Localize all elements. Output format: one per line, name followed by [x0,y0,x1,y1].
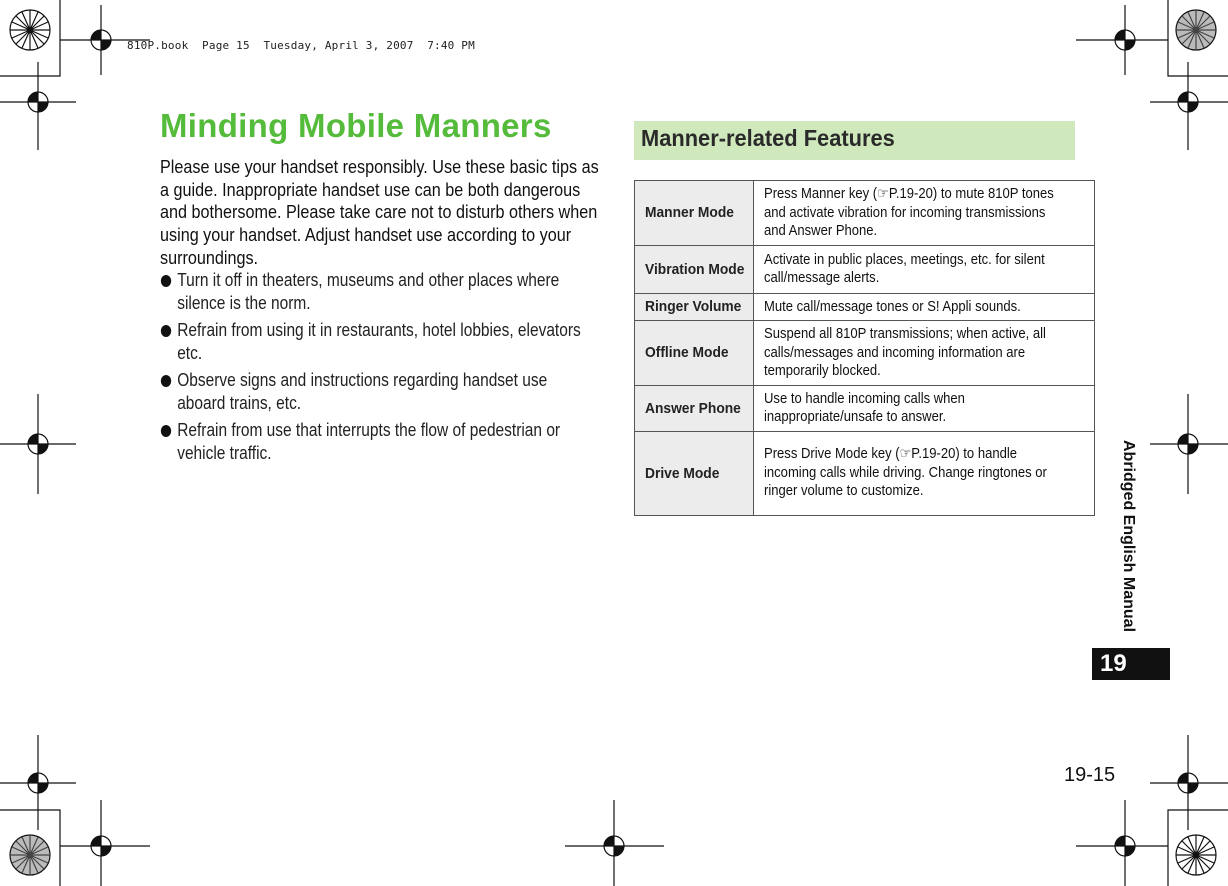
feature-name: Vibration Mode [635,245,754,293]
list-item-text: Refrain from using it in restaurants, hotel lobbies, elevators etc. [177,320,581,363]
features-table [634,180,1095,516]
section-title: Manner-related Features [641,125,895,151]
feature-description: Use to handle incoming calls when inappropriate/unsafe to answer. [754,385,1095,431]
bullet-icon [161,375,171,387]
feature-description: Activate in public places, meetings, etc. for silent call/message alerts. [754,245,1095,293]
print-header: 810P.book Page 15 Tuesday, April 3, 2007 7:40 PM [127,39,475,52]
list-item-text: Observe signs and instructions regarding handset use aboard trains, etc. [177,370,548,413]
rosette-mark-bottom-right [1176,835,1216,875]
feature-name: Offline Mode [635,321,754,386]
intro-paragraph: Please use your handset responsibly. Use these basic tips as a guide. Inappropriate handset use can be both dangerous and bothersome. Please take care not to disturb others when using your handset. Adjust handset use according to your surroundings. [160,156,599,268]
page-title: Minding Mobile Manners [160,107,552,144]
chapter-number-tab: 19 [1092,648,1170,680]
bullet-icon [161,275,171,287]
tips-list [160,269,590,469]
feature-description: Press Drive Mode key (☞P.19-20) to handle incoming calls while driving. Change ringtones or ringer volume to customize. [754,431,1095,515]
table-row [635,293,1095,321]
table-row [635,431,1095,515]
rosette-mark-top-right [1176,10,1216,50]
table-row [635,385,1095,431]
list-item [160,319,590,365]
feature-name: Ringer Volume [635,293,754,321]
list-item-text: Turn it off in theaters, museums and other places where silence is the norm. [177,270,560,313]
list-item [160,419,590,465]
bullet-icon [161,325,171,337]
feature-name: Answer Phone [635,385,754,431]
table-row [635,321,1095,386]
side-tab-label [1097,440,1137,640]
rosette-mark-top-left [10,10,50,50]
feature-description: Press Manner key (☞P.19-20) to mute 810P tones and activate vibration for incoming transmissions and Answer Phone. [754,181,1095,246]
page-number: 19-15 [1064,764,1116,786]
list-item [160,369,590,415]
bullet-icon [161,425,171,437]
list-item-text: Refrain from use that interrupts the flow of pedestrian or vehicle traffic. [177,420,561,463]
feature-description: Mute call/message tones or S! Appli sounds. [754,293,1095,321]
feature-name: Drive Mode [635,431,754,515]
feature-name: Manner Mode [635,181,754,246]
side-tab-text: Abridged English Manual [1120,440,1137,633]
table-row [635,181,1095,246]
feature-description: Suspend all 810P transmissions; when active, all calls/messages and incoming information are temporarily blocked. [754,321,1095,386]
rosette-mark-bottom-left [10,835,50,875]
list-item [160,269,590,315]
table-row [635,245,1095,293]
